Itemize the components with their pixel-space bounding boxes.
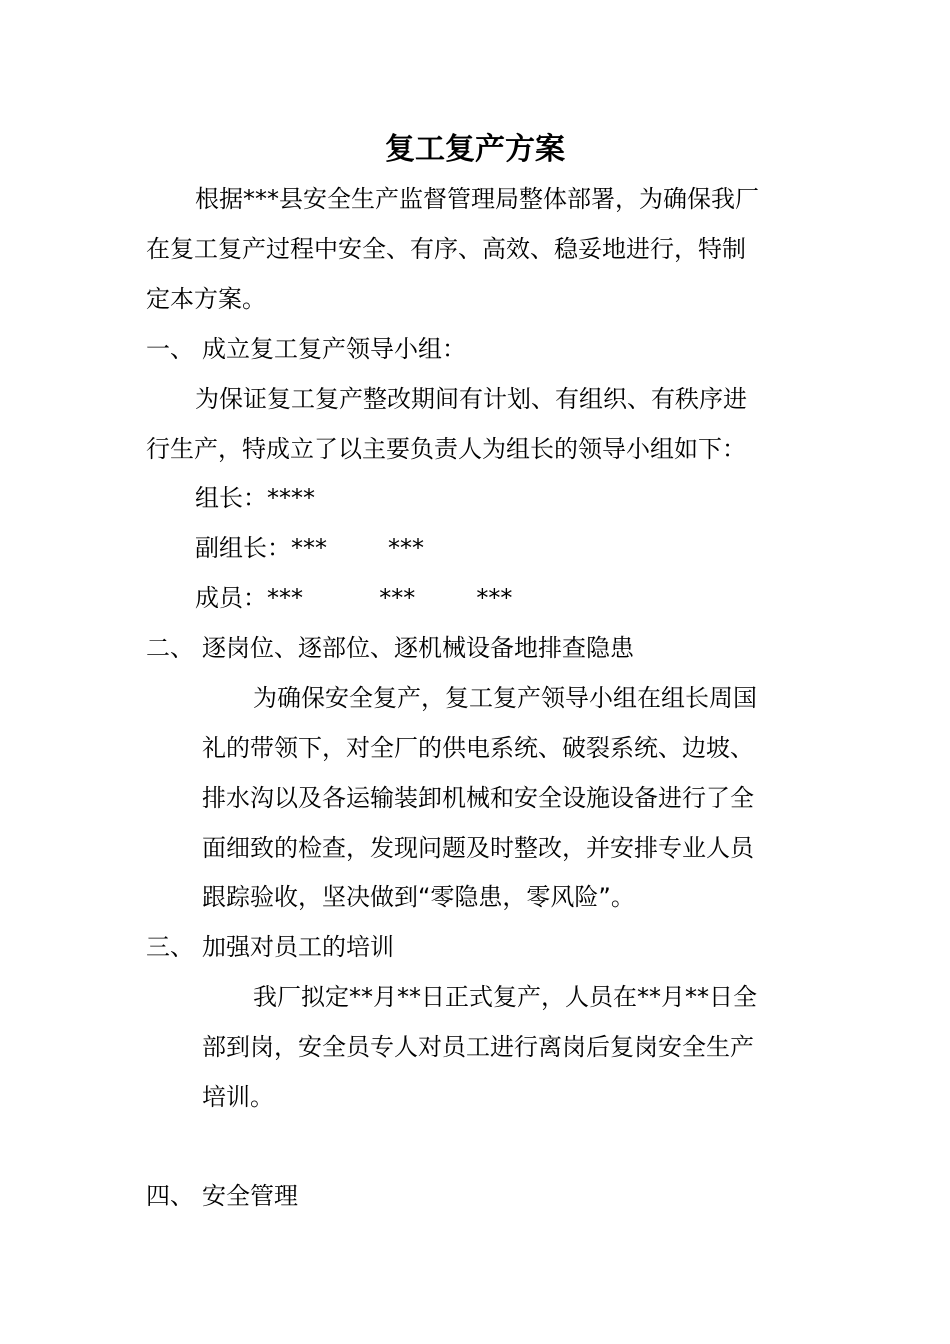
- section-1-number: 一、: [146, 335, 194, 363]
- section-3-heading: [146, 931, 394, 963]
- intro-line-2: 在复工复产过程中安全、有序、高效、稳妥地进行，特制: [146, 235, 746, 263]
- section-3-para-line-2: 部到岗，安全员专人对员工进行离岗后复岗安全生产: [202, 1033, 754, 1061]
- section-2-para-line-2: 礼的带领下，对全厂的供电系统、破裂系统、边坡、: [202, 734, 754, 762]
- section-2-para-line-4: 面细致的检查，发现问题及时整改，并安排专业人员: [202, 834, 754, 862]
- section-2-number: 二、: [146, 634, 194, 662]
- section-3-para-line-1: 我厂拟定**月**日正式复产，人员在**月**日全: [253, 983, 757, 1011]
- section-1-heading: [146, 333, 466, 365]
- section-1-title: 成立复工复产领导小组：: [202, 335, 466, 363]
- intro-line-1: 根据***县安全生产监督管理局整体部署，为确保我厂: [195, 185, 759, 213]
- deputy-leaders: 副组长：*** ***: [195, 534, 425, 562]
- group-leader: 组长：****: [195, 484, 315, 512]
- section-1-para-line-1: 为保证复工复产整改期间有计划、有组织、有秩序进: [195, 385, 747, 413]
- intro-line-3: 定本方案。: [146, 285, 266, 313]
- group-members: 成员：*** *** ***: [195, 584, 513, 612]
- section-2-para-line-5: 跟踪验收，坚决做到“零隐患，零风险”。: [202, 883, 635, 911]
- section-3-para-line-3: 培训。: [202, 1083, 274, 1111]
- section-4-heading: [146, 1180, 298, 1212]
- document-title: 复工复产方案: [385, 132, 565, 167]
- section-2-heading: [146, 632, 634, 664]
- section-2-para-line-3: 排水沟以及各运输装卸机械和安全设施设备进行了全: [202, 784, 754, 812]
- section-4-number: 四、: [146, 1182, 194, 1210]
- section-4-title: 安全管理: [202, 1182, 298, 1210]
- section-2-title: 逐岗位、逐部位、逐机械设备地排查隐患: [202, 634, 634, 662]
- section-3-title: 加强对员工的培训: [202, 933, 394, 961]
- section-1-para-line-2: 行生产，特成立了以主要负责人为组长的领导小组如下：: [146, 435, 746, 463]
- section-3-number: 三、: [146, 933, 194, 961]
- section-2-para-line-1: 为确保安全复产，复工复产领导小组在组长周国: [253, 684, 757, 712]
